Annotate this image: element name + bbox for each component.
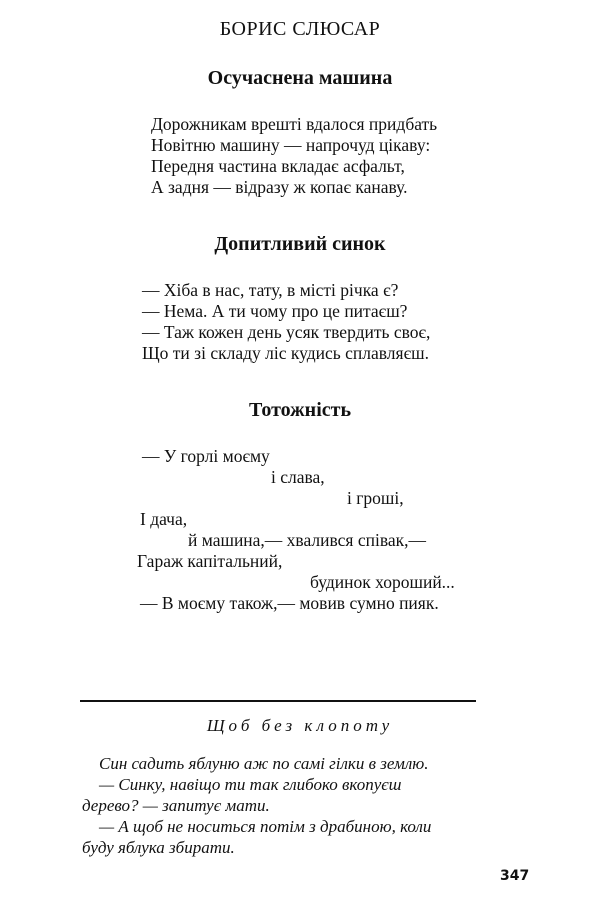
poem-line: і гроші, bbox=[347, 488, 404, 508]
poem-line: і слава, bbox=[271, 467, 325, 487]
poem-line: А задня — відразу ж копає канаву. bbox=[151, 177, 408, 197]
author-name: БОРИС СЛЮСАР bbox=[219, 18, 381, 40]
anecdote-line: — Синку, навіщо ти так глибоко вкопуєш bbox=[99, 775, 402, 794]
divider-rule bbox=[80, 700, 476, 702]
poem-line: Що ти зі складу ліс кудись сплавляєш. bbox=[142, 343, 429, 363]
poem-title: Допитливий синок bbox=[214, 233, 386, 255]
poem-line: й машина,— хвалився співак,— bbox=[188, 530, 427, 550]
poem-line: Дорожникам врешті вдалося придбать bbox=[151, 114, 438, 134]
poem-line: Гараж капітальний, bbox=[137, 551, 283, 571]
poem-line: — Хіба в нас, тату, в місті річка є? bbox=[142, 280, 399, 300]
poem-line: будинок хороший... bbox=[310, 572, 455, 592]
anecdote-line: буду яблука збирати. bbox=[82, 838, 235, 857]
anecdote-line: — А щоб не носиться потім з драбиною, коли bbox=[99, 817, 432, 836]
poem-title: Тотожність bbox=[248, 399, 352, 421]
poem-line: Передня частина вкладає асфальт, bbox=[151, 156, 405, 176]
poem-line: — В моєму також,— мовив сумно пияк. bbox=[140, 593, 439, 613]
anecdote-line: Син садить яблуню аж по самі гілки в землю. bbox=[99, 754, 429, 773]
poem-line: І дача, bbox=[140, 509, 188, 529]
poem-line: — У горлі моєму bbox=[142, 446, 270, 466]
anecdote-line: дерево? — запитує мати. bbox=[82, 796, 270, 815]
page-number: 347 bbox=[500, 868, 530, 884]
poem-line: — Нема. А ти чому про це питаєш? bbox=[142, 301, 408, 321]
poem-line: Новітню машину — напрочуд цікаву: bbox=[151, 135, 431, 155]
poem-title: Осучаснена машина bbox=[207, 67, 393, 89]
anecdote-title: Щоб без клопоту bbox=[206, 716, 394, 735]
poem-line: — Таж кожен день усяк твердить своє, bbox=[142, 322, 431, 342]
